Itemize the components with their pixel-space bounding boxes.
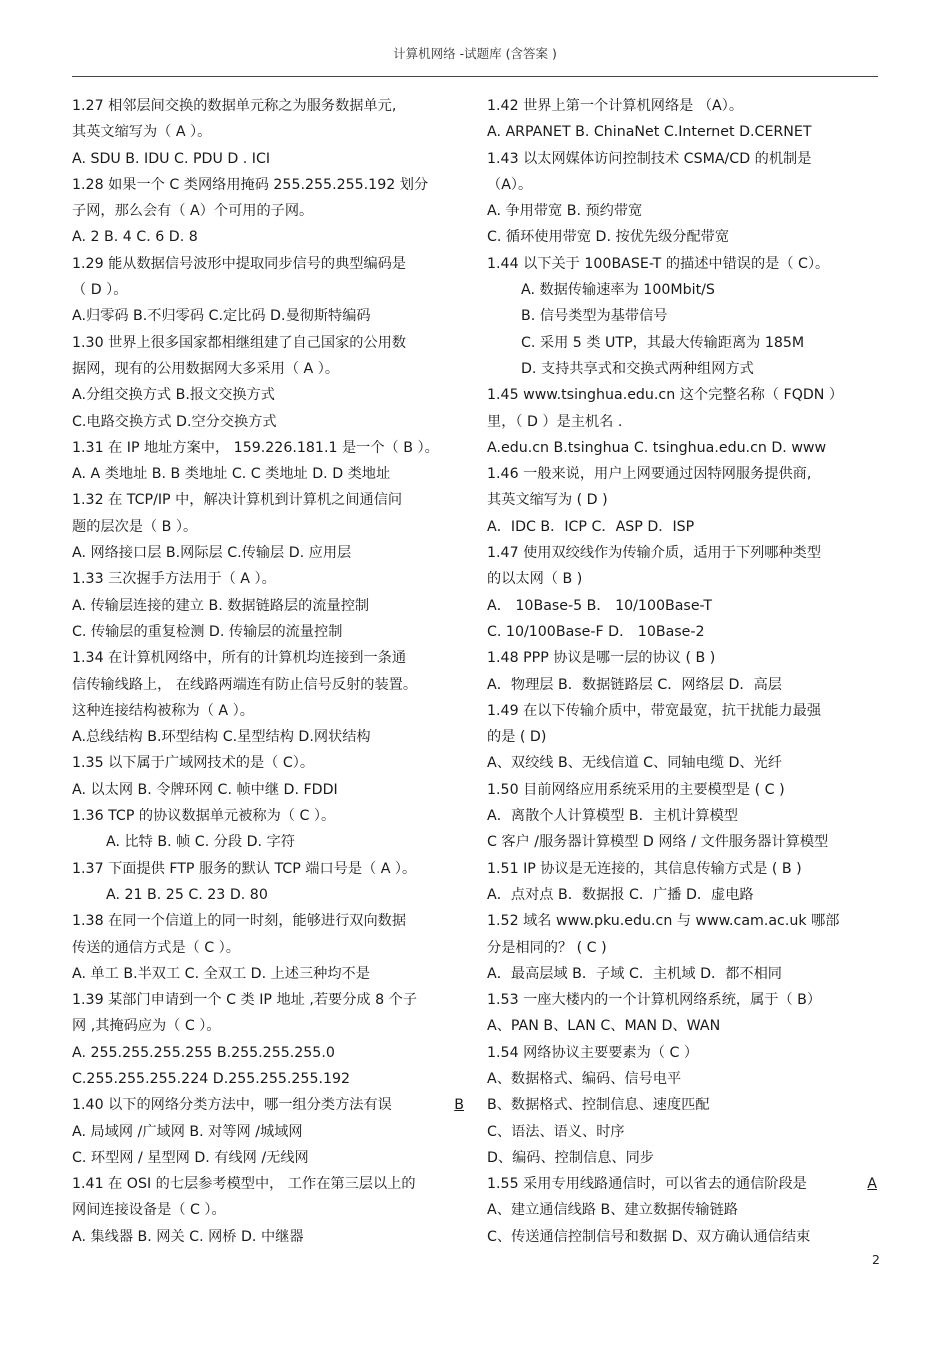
line-text: A.总线结构 B.环型结构 C.星型结构 D.网状结构 (72, 729, 371, 746)
page-header-title: 计算机网络 -试题库 (含答案 ) (393, 46, 557, 61)
line-text: C.电路交换方式 D.空分交换方式 (72, 413, 277, 430)
text-line (72, 514, 472, 540)
text-line (487, 1171, 885, 1197)
text-line (487, 172, 885, 198)
line-text: 1.45 www.tsinghua.edu.cn 这个完整名称（ FQDN ） (487, 387, 844, 404)
line-text: B. 信号类型为基带信号 (521, 308, 668, 325)
text-line (72, 803, 472, 829)
line-text: 1.49 在以下传输介质中，带宽最宽，抗干扰能力最强 (487, 702, 822, 719)
line-text: 1.43 以太网媒体访问控制技术 CSMA/CD 的机制是 (487, 150, 812, 167)
line-text: D. 支持共享式和交换式两种组网方式 (521, 360, 754, 377)
text-line (72, 224, 472, 250)
text-line (72, 750, 472, 776)
text-line (487, 908, 885, 934)
text-line (487, 461, 885, 487)
text-line (487, 882, 885, 908)
text-line (487, 1119, 885, 1145)
line-text: C.255.255.255.224 D.255.255.255.192 (72, 1070, 351, 1087)
text-line (487, 93, 885, 119)
text-line (72, 645, 472, 671)
text-line (487, 303, 885, 329)
line-text: 1.47 使用双绞线作为传输介质，适用于下列哪种类型 (487, 545, 822, 562)
line-text: A. 21 B. 25 C. 23 D. 80 (106, 886, 268, 903)
line-text: 网间连接设备是（ C ）。 (72, 1202, 226, 1219)
line-text: A.分组交换方式 B.报文交换方式 (72, 387, 275, 404)
text-line (72, 251, 472, 277)
line-text: （ D ）。 (72, 282, 128, 299)
line-text: 1.38 在同一个信道上的同一时刻，能够进行双向数据 (72, 913, 407, 930)
text-line (72, 1224, 472, 1250)
text-line (487, 251, 885, 277)
text-line (487, 698, 885, 724)
line-text: 子网，那么会有（ A）个可用的子网。 (72, 203, 314, 220)
line-text: A. 255.255.255.255 B.255.255.255.0 (72, 1044, 335, 1061)
text-line (487, 1013, 885, 1039)
text-line (487, 277, 885, 303)
line-text: A. 比特 B. 帧 C. 分段 D. 字符 (106, 834, 295, 851)
line-text: 这种连接结构被称为（ A ）。 (72, 702, 254, 719)
text-line (72, 146, 472, 172)
line-text: 1.32 在 TCP/IP 中，解决计算机到计算机之间通信问 (72, 492, 403, 509)
text-line (72, 435, 472, 461)
line-text: C. 环型网 / 星型网 D. 有线网 /无线网 (72, 1149, 309, 1166)
line-text: A.edu.cn B.tsinghua C. tsinghua.edu.cn D. www (487, 439, 827, 456)
left-question-column (72, 93, 472, 1250)
text-line (72, 409, 472, 435)
line-text: C. 循环使用带宽 D. 按优先级分配带宽 (487, 229, 730, 246)
line-text: 其英文缩写为 ( D ) (487, 492, 608, 509)
text-line (72, 303, 472, 329)
line-text: A. 以太网 B. 令牌环网 C. 帧中继 D. FDDI (72, 781, 338, 798)
text-line (72, 961, 472, 987)
line-text: 1.51 IP 协议是无连接的，其信息传输方式是 ( B ) (487, 860, 802, 877)
line-text: C 客户 /服务器计算模型 D 网络 / 文件服务器计算模型 (487, 834, 829, 851)
line-text: 分是相同的？ ( C ) (487, 939, 607, 956)
line-text: 1.40 以下的网络分类方法中，哪一组分类方法有误 (72, 1097, 392, 1114)
text-line (487, 514, 885, 540)
line-text: 1.55 采用专用线路通信时，可以省去的通信阶段是 (487, 1176, 807, 1193)
text-line (487, 198, 885, 224)
text-line (487, 1040, 885, 1066)
text-line (72, 724, 472, 750)
text-line (487, 382, 885, 408)
line-text: A. 局域网 /广域网 B. 对等网 /城域网 (72, 1123, 303, 1140)
text-line (487, 856, 885, 882)
text-line (72, 461, 472, 487)
text-line (487, 672, 885, 698)
text-line (72, 987, 472, 1013)
text-line (487, 540, 885, 566)
line-text: 1.41 在 OSI 的七层参考模型中， 工作在第三层以上的 (72, 1176, 416, 1193)
text-line (487, 987, 885, 1013)
line-text: 1.35 以下属于广域网技术的是（ C）。 (72, 755, 315, 772)
line-text: B、数据格式、控制信息、速度匹配 (487, 1097, 710, 1114)
page-number: 2 (872, 1252, 880, 1267)
text-line (487, 750, 885, 776)
line-text: 1.28 如果一个 C 类网络用掩码 255.255.255.192 划分 (72, 176, 429, 193)
text-line (72, 593, 472, 619)
line-text: 1.27 相邻层间交换的数据单元称之为服务数据单元, (72, 98, 397, 114)
text-line (72, 330, 472, 356)
line-text: A、PAN B、LAN C、MAN D、WAN (487, 1018, 721, 1035)
line-text: A．最高层域 B．子域 C．主机域 D．都不相同 (487, 965, 782, 982)
text-line (72, 1119, 472, 1145)
line-text: 1.29 能从数据信号波形中提取同步信号的典型编码是 (72, 255, 407, 272)
line-text: （A）。 (487, 176, 533, 193)
line-text: A. 数据传输速率为 100Mbit/S (521, 282, 715, 299)
text-line (487, 487, 885, 513)
line-text: A、数据格式、编码、信号电平 (487, 1070, 682, 1087)
line-text: 1.54 网络协议主要要素为（ C ） (487, 1044, 699, 1061)
line-text: 的是 ( D) (487, 729, 547, 746)
line-text: 1.53 一座大楼内的一个计算机网络系统，属于（ B） (487, 992, 822, 1009)
text-line (487, 356, 885, 382)
line-text: 题的层次是（ B ）。 (72, 518, 198, 535)
text-line (487, 961, 885, 987)
text-line (487, 777, 885, 803)
line-text: A、双绞线 B、无线信道 C、同轴电缆 D、光纤 (487, 755, 782, 772)
text-line (72, 382, 472, 408)
text-line (72, 935, 472, 961)
line-text: A. SDU B. IDU C. PDU D . ICI (72, 150, 271, 167)
line-text: 传送的通信方式是（ C ）。 (72, 939, 240, 956)
text-line (72, 1092, 472, 1118)
text-line (72, 908, 472, 934)
text-line (487, 1145, 885, 1171)
line-text: C、语法、语义、时序 (487, 1123, 625, 1140)
text-line (72, 93, 472, 119)
text-line (72, 198, 472, 224)
line-text: 1.30 世界上很多国家都相继组建了自己国家的公用数 (72, 334, 407, 351)
line-text: 1.46 一般来说，用户上网要通过因特网服务提供商, (487, 466, 812, 483)
text-line (72, 619, 472, 645)
text-line (487, 645, 885, 671)
line-text: 1.42 世界上第一个计算机网络是 （A）。 (487, 98, 744, 114)
line-text: 1.34 在计算机网络中，所有的计算机均连接到一条通 (72, 650, 407, 667)
text-line (487, 330, 885, 356)
text-line (487, 1197, 885, 1223)
line-text: A. 单工 B.半双工 C. 全双工 D. 上述三种均不是 (72, 965, 370, 982)
text-line (487, 724, 885, 750)
text-line (487, 1224, 885, 1250)
line-text: A. 网络接口层 B.网际层 C.传输层 D. 应用层 (72, 545, 352, 562)
line-text: A．IDC B．ICP C．ASP D．ISP (487, 518, 695, 535)
line-text: A、建立通信线路 B、建立数据传输链路 (487, 1202, 738, 1219)
line-text: A. 2 B. 4 C. 6 D. 8 (72, 229, 198, 246)
line-text: D、编码、控制信息、同步 (487, 1149, 654, 1166)
line-text: C. 传输层的重复检测 D. 传输层的流量控制 (72, 623, 343, 640)
text-line (72, 1066, 472, 1092)
text-line (487, 935, 885, 961)
line-text: A．物理层 B．数据链路层 C．网络层 D．高层 (487, 676, 782, 693)
line-text: A. A 类地址 B. B 类地址 C. C 类地址 D. D 类地址 (72, 466, 391, 483)
text-line (72, 856, 472, 882)
line-text: A．离散个人计算模型 B．主机计算模型 (487, 808, 738, 825)
line-text: 1.52 域名 www.pku.edu.cn 与 www.cam.ac.uk 哪部 (487, 913, 840, 930)
text-line (72, 1171, 472, 1197)
text-line (72, 540, 472, 566)
text-line (72, 566, 472, 592)
line-text: A. ARPANET B. ChinaNet C.Internet D.CERNET (487, 124, 812, 141)
answer-mark: B (454, 1097, 464, 1114)
text-line (72, 119, 472, 145)
line-text: 1.31 在 IP 地址方案中， 159.226.181.1 是一个（ B ）。 (72, 439, 439, 456)
text-line (72, 672, 472, 698)
text-line (487, 593, 885, 619)
line-text: 据网，现有的公用数据网大多采用（ A ）。 (72, 360, 340, 377)
header-divider (72, 76, 878, 77)
text-line (72, 487, 472, 513)
line-text: 1.39 某部门申请到一个 C 类 IP 地址 ,若要分成 8 个子 (72, 992, 418, 1009)
text-line (487, 619, 885, 645)
line-text: 的以太网（ B ) (487, 571, 583, 588)
right-question-column (487, 93, 885, 1250)
line-text: 网 ,其掩码应为（ C ）。 (72, 1018, 221, 1035)
line-text: A. 集线器 B. 网关 C. 网桥 D. 中继器 (72, 1228, 304, 1245)
line-text: C. 10/100Base-F D． 10Base-2 (487, 623, 705, 640)
line-text: 其英文缩写为（ A ）。 (72, 124, 212, 141)
line-text: A. 传输层连接的建立 B. 数据链路层的流量控制 (72, 597, 370, 614)
text-line (487, 803, 885, 829)
text-line (72, 277, 472, 303)
text-line (72, 1145, 472, 1171)
text-line (72, 1197, 472, 1223)
text-line (487, 1092, 885, 1118)
line-text: A．点对点 B．数据报 C．广播 D．虚电路 (487, 886, 754, 903)
answer-mark: A (867, 1176, 877, 1193)
text-line (487, 435, 885, 461)
line-text: C、传送通信控制信号和数据 D、双方确认通信结束 (487, 1228, 811, 1245)
text-line (72, 698, 472, 724)
line-text: 里，（ D ）是主机名 . (487, 413, 623, 430)
line-text: 1.37 下面提供 FTP 服务的默认 TCP 端口号是（ A ）。 (72, 860, 417, 877)
line-text: 信传输线路上， 在线路两端连有防止信号反射的装置。 (72, 676, 418, 693)
text-line (72, 882, 472, 908)
line-text: 1.36 TCP 的协议数据单元被称为（ C ）。 (72, 808, 336, 825)
line-text: A． 10Base-5 B． 10/100Base-T (487, 597, 713, 614)
text-line (487, 224, 885, 250)
text-line (72, 172, 472, 198)
line-text: 1.33 三次握手方法用于（ A ）。 (72, 571, 276, 588)
line-text: 1.48 PPP 协议是哪一层的协议 ( B ) (487, 650, 716, 667)
text-line (487, 829, 885, 855)
text-line (487, 146, 885, 172)
text-line (487, 119, 885, 145)
text-line (72, 1013, 472, 1039)
line-text: C. 采用 5 类 UTP，其最大传输距离为 185M (521, 334, 805, 351)
text-line (72, 1040, 472, 1066)
text-line (72, 829, 472, 855)
text-line (487, 1066, 885, 1092)
line-text: A. 争用带宽 B. 预约带宽 (487, 203, 643, 220)
text-line (72, 777, 472, 803)
text-line (487, 409, 885, 435)
line-text: 1.44 以下关于 100BASE-T 的描述中错误的是（ C）。 (487, 255, 830, 272)
line-text: A.归零码 B.不归零码 C.定比码 D.曼彻斯特编码 (72, 308, 371, 325)
line-text: 1.50 目前网络应用系统采用的主要模型是 ( C ) (487, 781, 785, 798)
text-line (72, 356, 472, 382)
text-line (487, 566, 885, 592)
